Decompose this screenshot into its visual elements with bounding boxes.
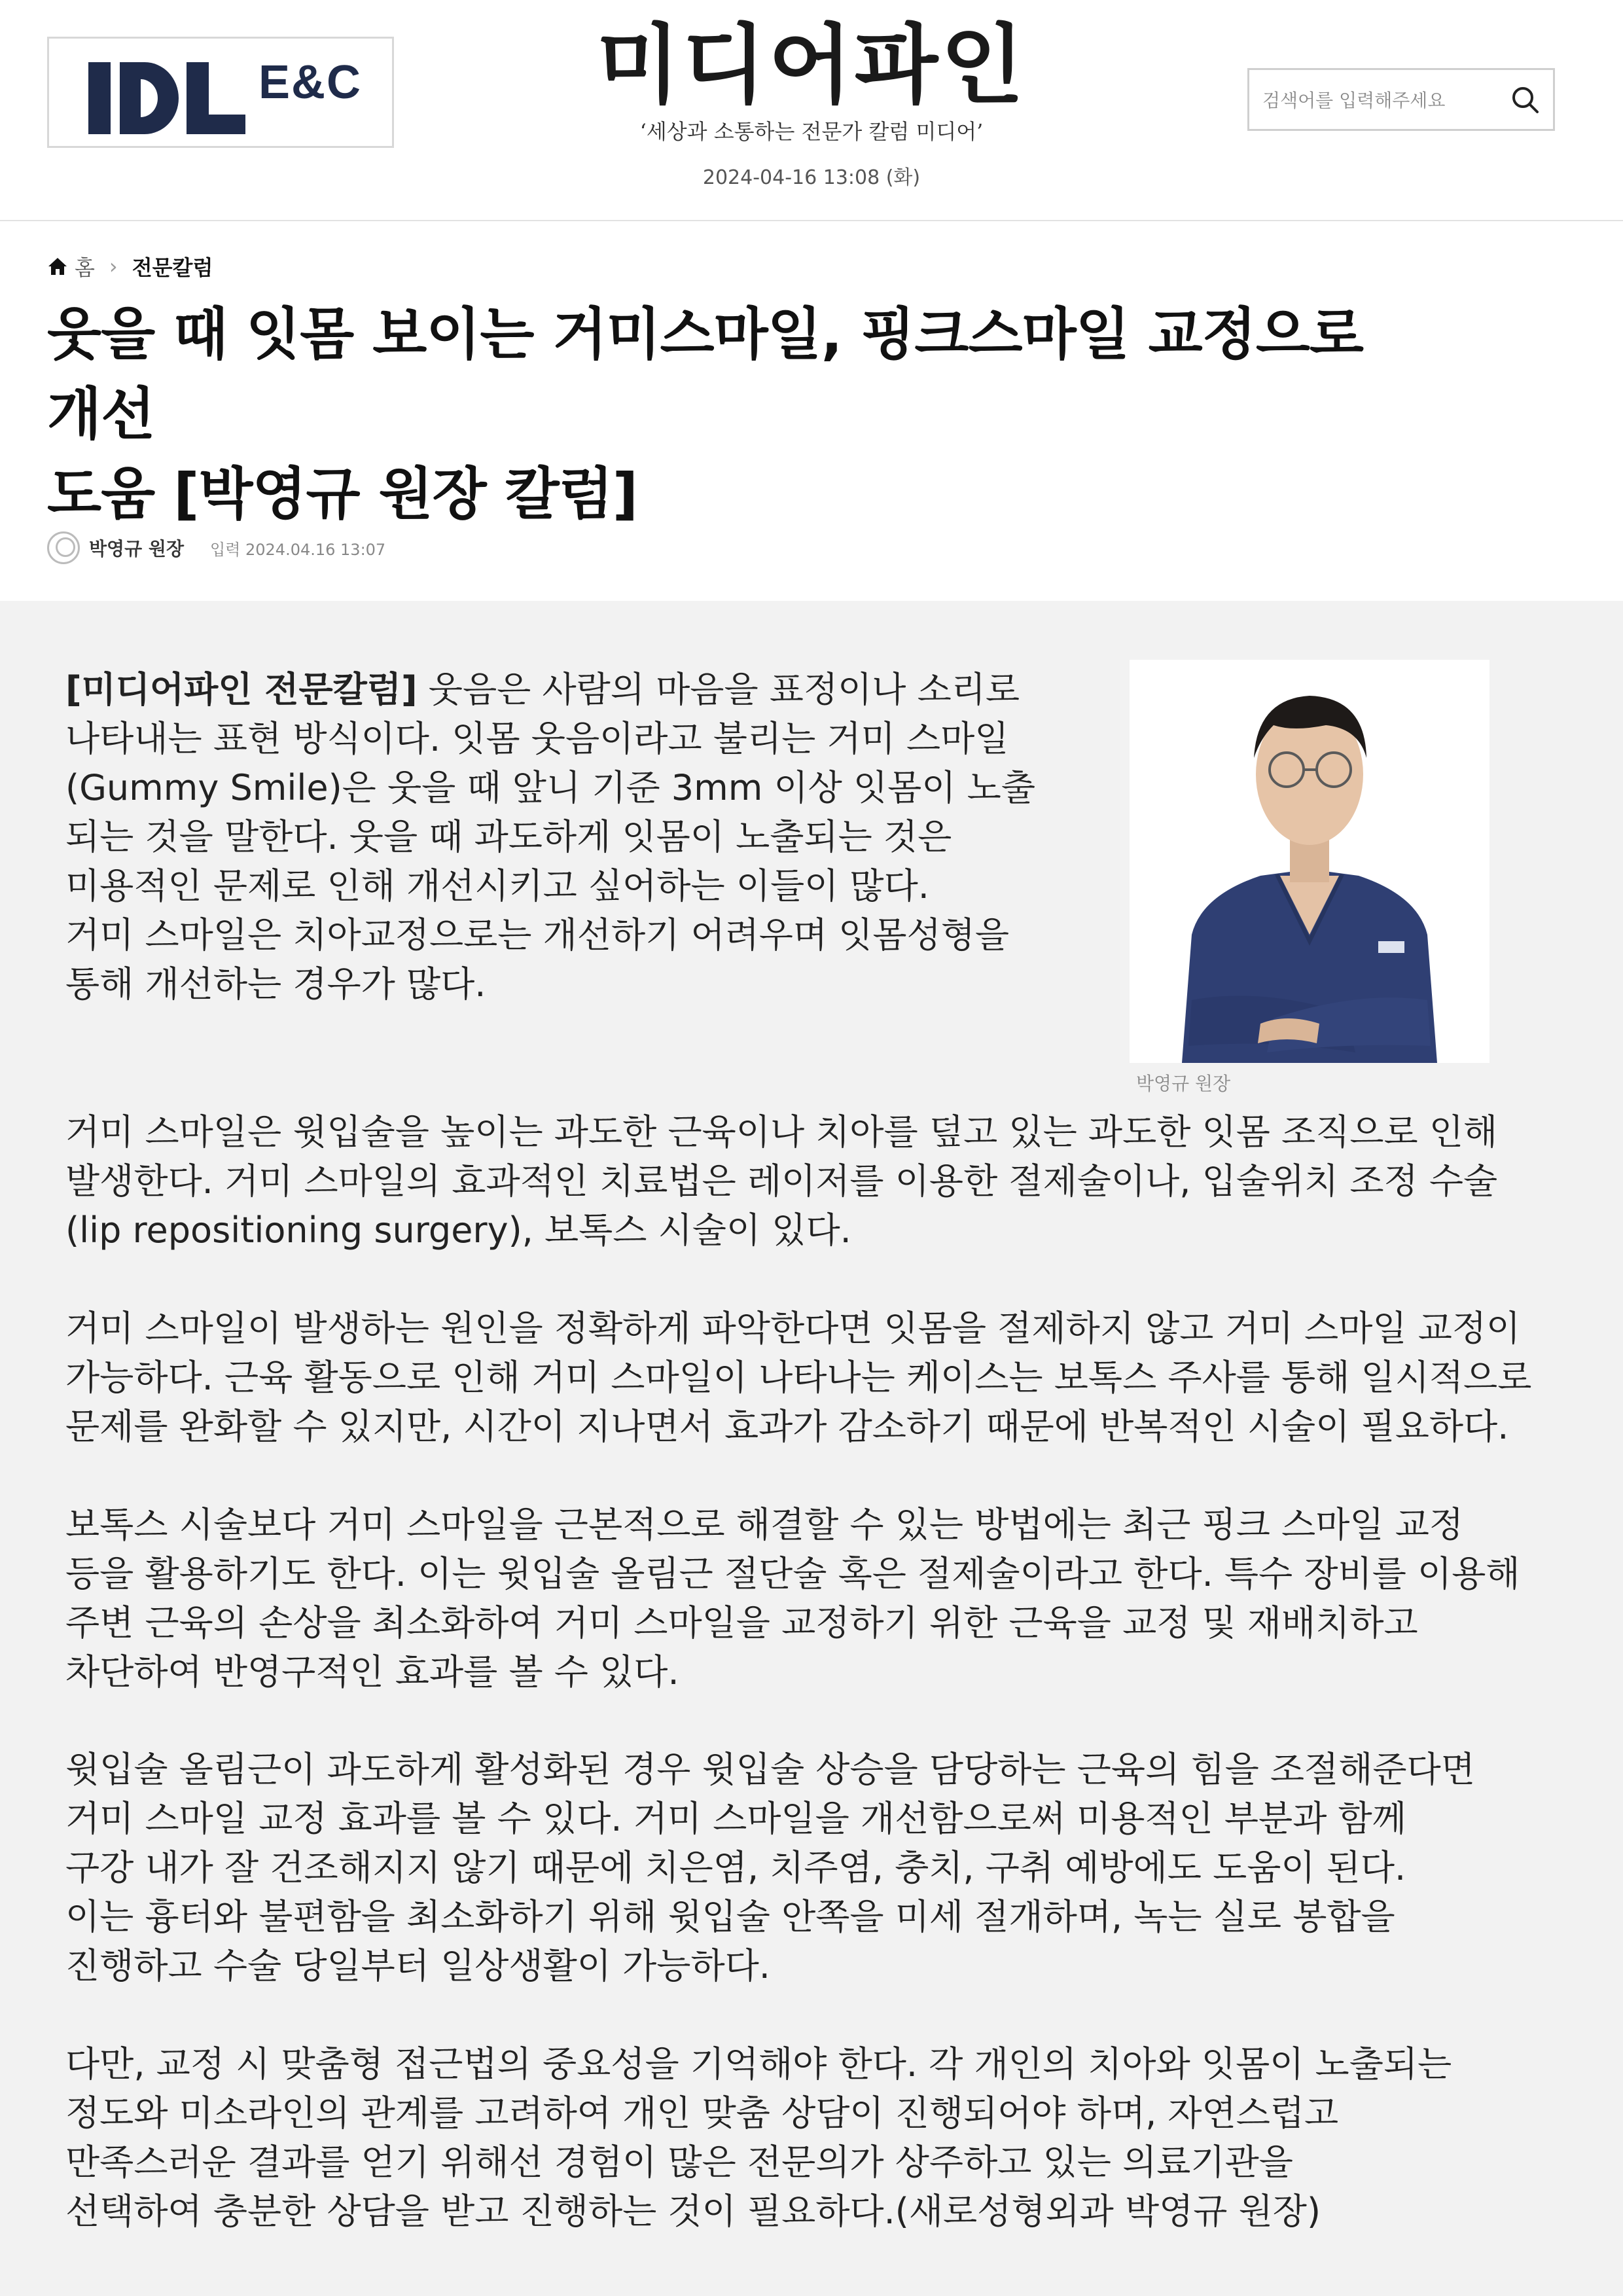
paragraph-line: 선택하여 충분한 상담을 받고 진행하는 것이 필요하다.(새로성형외과 박영규 원장) <box>65 2191 1321 2232</box>
author-avatar-icon <box>47 531 80 564</box>
paragraph-line: 되는 것을 말한다. 웃을 때 과도하게 잇몸이 노출되는 것은 <box>65 816 952 857</box>
paragraph-line: 거미 스마일이 발생하는 원인을 정확하게 파악한다면 잇몸을 절제하지 않고 거미 스마일 교정이 <box>65 1308 1521 1349</box>
article-paragraph <box>65 2039 1571 2236</box>
paragraph-line: 발생한다. 거미 스마일의 효과적인 치료법은 레이저를 이용한 절제술이나, 입술위치 조정 수술 <box>65 1160 1498 1202</box>
site-logo[interactable]: 미디어파인 <box>596 15 1027 116</box>
published-date: 입력 2024.04.16 13:07 <box>210 540 386 559</box>
paragraph-line: 주변 근육의 손상을 최소화하여 거미 스마일을 교정하기 위한 근육을 교정 및 재배치하고 <box>65 1602 1418 1643</box>
paragraph-line: 거미 스마일은 윗입술을 높이는 과도한 근육이나 치아를 덮고 있는 과도한 잇몸 조직으로 인해 <box>65 1111 1498 1153</box>
paragraph-line: 거미 스마일 교정 효과를 볼 수 있다. 거미 스마일을 개선함으로써 미용적인 부분과 함께 <box>65 1798 1406 1839</box>
ad-brand-text: E&C <box>259 56 363 109</box>
paragraph-line: 거미 스마일은 치아교정으로는 개선하기 어려우며 잇몸성형을 <box>65 914 1010 956</box>
header-date: 2024-04-16 13:08 (화) <box>702 166 921 189</box>
paragraph-line: 윗입술 올림근이 과도하게 활성화된 경우 윗입술 상승을 담당하는 근육의 힘을 조절해준다면 <box>65 1749 1475 1790</box>
paragraph-line: 진행하고 수술 당일부터 일상생활이 가능하다. <box>65 1945 770 1986</box>
article-paragraph <box>65 1745 1571 1990</box>
paragraph-line: 이는 흉터와 불편함을 최소화하기 위해 윗입술 안쪽을 미세 절개하며, 녹는 실로 봉합을 <box>65 1896 1395 1937</box>
paragraph-text: 웃음은 사람의 마음을 표정이나 소리로 <box>417 669 1020 710</box>
breadcrumb <box>47 251 213 281</box>
article-title-line: 도움 [박영규 원장 칼럼] <box>47 461 638 527</box>
article-meta <box>47 531 385 564</box>
paragraph-line: 통해 개선하는 경우가 많다. <box>65 963 486 1005</box>
article-paragraph <box>65 1500 1571 1696</box>
article-paragraph <box>65 1107 1571 1255</box>
breadcrumb-home[interactable] <box>47 251 95 281</box>
author-portrait-image <box>1130 660 1489 1063</box>
paragraph-line: 보톡스 시술보다 거미 스마일을 근본적으로 해결할 수 있는 방법에는 최근 핑크 스마일 교정 <box>65 1504 1464 1545</box>
photo-caption: 박영규 원장 <box>1136 1073 1231 1094</box>
paragraph-line: 정도와 미소라인의 관계를 고려하여 개인 맞춤 상담이 진행되어야 하며, 자연스럽고 <box>65 2092 1339 2134</box>
paragraph-line: 문제를 완화할 수 있지만, 시간이 지나면서 효과가 감소하기 때문에 반복적인 시술이 필요하다. <box>65 1406 1509 1447</box>
breadcrumb-home-label: 홈 <box>75 255 95 280</box>
breadcrumb-current[interactable]: 전문칼럼 <box>132 255 213 280</box>
article-title-line: 웃을 때 잇몸 보이는 거미스마일, 핑크스마일 교정으로 개선 <box>47 302 1363 447</box>
site-header <box>0 0 1623 222</box>
search-box <box>1247 68 1555 131</box>
paragraph-line: (Gummy Smile)은 웃을 때 앞니 기준 3mm 이상 잇몸이 노출 <box>65 767 1035 808</box>
column-label: [미디어파인 전문칼럼] <box>65 669 418 710</box>
chevron-right-icon: › <box>109 254 118 279</box>
article-title <box>47 295 1435 534</box>
paragraph-line: 나타내는 표현 방식이다. 잇몸 웃음이라고 불리는 거미 스마일 <box>65 718 1009 759</box>
paragraph-line: 만족스러운 결과를 얻기 위해선 경험이 많은 전문의가 상주하고 있는 의료기관을 <box>65 2142 1293 2183</box>
home-icon <box>47 257 68 276</box>
search-input[interactable] <box>1261 84 1499 116</box>
paragraph-line: 차단하여 반영구적인 효과를 볼 수 있다. <box>65 1651 679 1693</box>
author-photo[interactable] <box>1130 660 1489 1063</box>
paragraph-line: 가능하다. 근육 활동으로 인해 거미 스마일이 나타나는 케이스는 보톡스 주사를 통해 일시적으로 <box>65 1357 1532 1398</box>
paragraph-line: 미용적인 문제로 인해 개선시키고 싶어하는 이들이 많다. <box>65 865 929 906</box>
paragraph-line: 다만, 교정 시 맞춤형 접근법의 중요성을 기억해야 한다. 각 개인의 치아와 잇몸이 노출되는 <box>65 2043 1452 2085</box>
search-icon[interactable] <box>1507 82 1544 118</box>
site-slogan: ‘세상과 소통하는 전문가 칼럼 미디어’ <box>639 119 984 144</box>
article-paragraph <box>65 1304 1571 1451</box>
paragraph-line: 구강 내가 잘 건조해지지 않기 때문에 치은염, 치주염, 충치, 구취 예방에도 도움이 된다. <box>65 1847 1406 1888</box>
paragraph-line: (lip repositioning surgery), 보톡스 시술이 있다. <box>65 1210 851 1251</box>
paragraph-line: 등을 활용하기도 한다. 이는 윗입술 올림근 절단술 혹은 절제술이라고 한다. 특수 장비를 이용해 <box>65 1553 1520 1594</box>
article-paragraph <box>65 665 1073 1009</box>
paragraph-line <box>65 665 1073 714</box>
author-name[interactable]: 박영규 원장 <box>89 538 184 560</box>
